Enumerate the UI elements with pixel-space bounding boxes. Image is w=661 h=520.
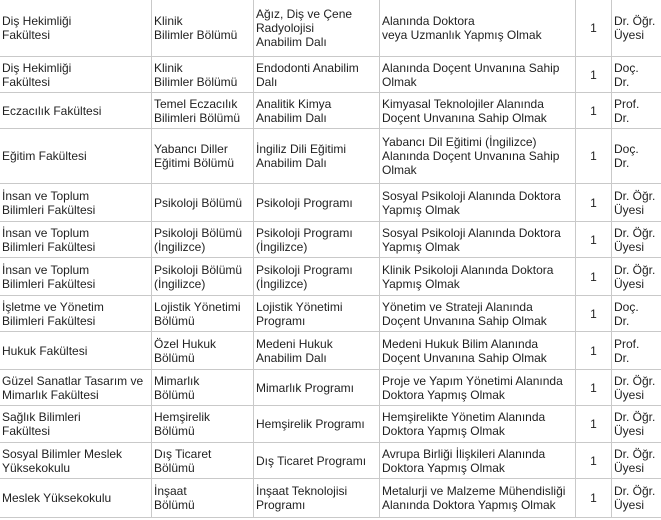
count-cell: 1 <box>576 93 612 129</box>
division-cell: Lojistik Yönetimi Programı <box>254 296 380 332</box>
title-cell: Dr. Öğr. Üyesi <box>612 222 661 258</box>
table-row <box>0 222 661 258</box>
faculty-cell: Hukuk Fakültesi <box>0 332 152 370</box>
title-cell: Dr. Öğr. Üyesi <box>612 184 661 222</box>
table-row <box>0 370 661 406</box>
department-cell: Temel Eczacılık Bilimleri Bölümü <box>152 93 254 129</box>
table-row <box>0 184 661 222</box>
faculty-cell: İnsan ve Toplum Bilimleri Fakültesi <box>0 258 152 296</box>
department-cell: Özel Hukuk Bölümü <box>152 332 254 370</box>
division-cell: Ağız, Diş ve Çene Radyolojisi Anabilim Dalı <box>254 0 380 57</box>
requirement-cell: Klinik Psikoloji Alanında Doktora Yapmış Olmak <box>380 258 576 296</box>
department-cell: İnşaat Bölümü <box>152 479 254 518</box>
faculty-cell: Güzel Sanatlar Tasarım ve Mimarlık Fakültesi <box>0 370 152 406</box>
title-cell: Prof. Dr. <box>612 93 661 129</box>
requirement-cell: Avrupa Birliği İlişkileri Alanında Doktora Yapmış Olmak <box>380 443 576 479</box>
count-cell: 1 <box>576 332 612 370</box>
requirement-cell: Medeni Hukuk Bilim Alanında Doçent Unvanına Sahip Olmak <box>380 332 576 370</box>
requirement-cell: Alanında Doktora veya Uzmanlık Yapmış Olmak <box>380 0 576 57</box>
title-cell: Dr. Öğr. Üyesi <box>612 443 661 479</box>
title-cell: Dr. Öğr. Üyesi <box>612 258 661 296</box>
division-cell: Psikoloji Programı (İngilizce) <box>254 222 380 258</box>
division-cell: Endodonti Anabilim Dalı <box>254 57 380 93</box>
division-cell: Dış Ticaret Programı <box>254 443 380 479</box>
count-cell: 1 <box>576 370 612 406</box>
division-cell: Psikoloji Programı (İngilizce) <box>254 258 380 296</box>
faculty-cell: Sosyal Bilimler Meslek Yüksekokulu <box>0 443 152 479</box>
faculty-cell: İnsan ve Toplum Bilimleri Fakültesi <box>0 184 152 222</box>
requirement-cell: Yabancı Dil Eğitimi (İngilizce) Alanında Doçent Unvanına Sahip Olmak <box>380 129 576 184</box>
requirement-cell: Sosyal Psikoloji Alanında Doktora Yapmış Olmak <box>380 222 576 258</box>
table-row <box>0 93 661 129</box>
department-cell: Psikoloji Bölümü <box>152 184 254 222</box>
count-cell: 1 <box>576 406 612 443</box>
requirement-cell: Alanında Doçent Unvanına Sahip Olmak <box>380 57 576 93</box>
requirement-cell: Proje ve Yapım Yönetimi Alanında Doktora Yapmış Olmak <box>380 370 576 406</box>
requirement-cell: Kimyasal Teknolojiler Alanında Doçent Unvanına Sahip Olmak <box>380 93 576 129</box>
department-cell: Dış Ticaret Bölümü <box>152 443 254 479</box>
division-cell: Medeni Hukuk Anabilim Dalı <box>254 332 380 370</box>
title-cell: Dr. Öğr. Üyesi <box>612 406 661 443</box>
count-cell: 1 <box>576 258 612 296</box>
title-cell: Dr. Öğr. Üyesi <box>612 0 661 57</box>
table-row <box>0 129 661 184</box>
division-cell: İngiliz Dili Eğitimi Anabilim Dalı <box>254 129 380 184</box>
table-row <box>0 296 661 332</box>
division-cell: Mimarlık Programı <box>254 370 380 406</box>
department-cell: Lojistik Yönetimi Bölümü <box>152 296 254 332</box>
title-cell: Doç. Dr. <box>612 129 661 184</box>
requirement-cell: Yönetim ve Strateji Alanında Doçent Unvanına Sahip Olmak <box>380 296 576 332</box>
count-cell: 1 <box>576 443 612 479</box>
title-cell: Doç. Dr. <box>612 296 661 332</box>
department-cell: Psikoloji Bölümü (İngilizce) <box>152 258 254 296</box>
title-cell: Dr. Öğr. Üyesi <box>612 370 661 406</box>
faculty-cell: Diş Hekimliği Fakültesi <box>0 0 152 57</box>
title-cell: Prof. Dr. <box>612 332 661 370</box>
division-cell: Analitik Kimya Anabilim Dalı <box>254 93 380 129</box>
department-cell: Yabancı Diller Eğitimi Bölümü <box>152 129 254 184</box>
count-cell: 1 <box>576 57 612 93</box>
table-row <box>0 332 661 370</box>
count-cell: 1 <box>576 222 612 258</box>
department-cell: Mimarlık Bölümü <box>152 370 254 406</box>
department-cell: Klinik Bilimler Bölümü <box>152 57 254 93</box>
faculty-cell: Diş Hekimliği Fakültesi <box>0 57 152 93</box>
table-row <box>0 57 661 93</box>
faculty-cell: İnsan ve Toplum Bilimleri Fakültesi <box>0 222 152 258</box>
title-cell: Doç. Dr. <box>612 57 661 93</box>
division-cell: İnşaat Teknolojisi Programı <box>254 479 380 518</box>
count-cell: 1 <box>576 184 612 222</box>
faculty-cell: Eğitim Fakültesi <box>0 129 152 184</box>
requirement-cell: Sosyal Psikoloji Alanında Doktora Yapmış Olmak <box>380 184 576 222</box>
requirement-cell: Hemşirelikte Yönetim Alanında Doktora Yapmış Olmak <box>380 406 576 443</box>
table-row <box>0 479 661 518</box>
count-cell: 1 <box>576 129 612 184</box>
count-cell: 1 <box>576 479 612 518</box>
department-cell: Psikoloji Bölümü (İngilizce) <box>152 222 254 258</box>
division-cell: Hemşirelik Programı <box>254 406 380 443</box>
table-row <box>0 406 661 443</box>
count-cell: 1 <box>576 0 612 57</box>
faculty-cell: Meslek Yüksekokulu <box>0 479 152 518</box>
division-cell: Psikoloji Programı <box>254 184 380 222</box>
table-row <box>0 258 661 296</box>
faculty-cell: İşletme ve Yönetim Bilimleri Fakültesi <box>0 296 152 332</box>
requirement-cell: Metalurji ve Malzeme Mühendisliği Alanında Doktora Yapmış Olmak <box>380 479 576 518</box>
faculty-cell: Sağlık Bilimleri Fakültesi <box>0 406 152 443</box>
title-cell: Dr. Öğr. Üyesi <box>612 479 661 518</box>
count-cell: 1 <box>576 296 612 332</box>
table-row <box>0 443 661 479</box>
table-row <box>0 0 661 57</box>
faculty-cell: Eczacılık Fakültesi <box>0 93 152 129</box>
department-cell: Klinik Bilimler Bölümü <box>152 0 254 57</box>
department-cell: Hemşirelik Bölümü <box>152 406 254 443</box>
